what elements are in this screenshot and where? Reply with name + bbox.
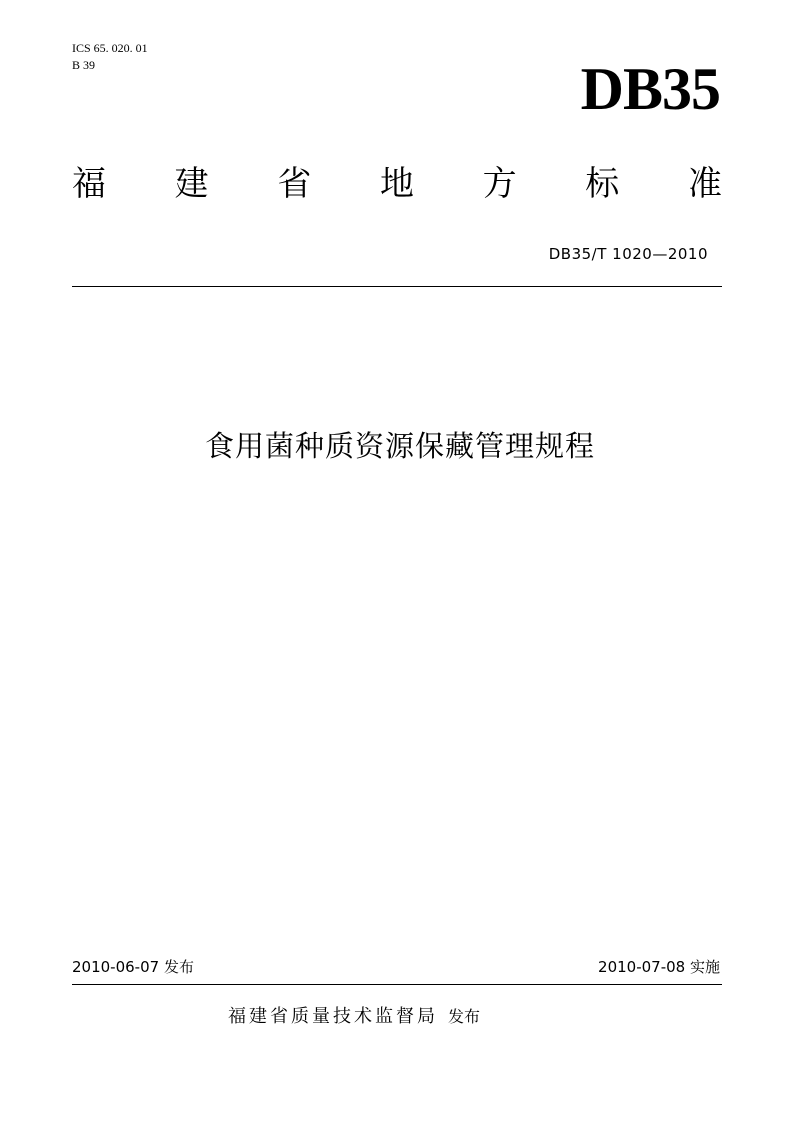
ics-code: ICS 65. 020. 01 xyxy=(72,41,148,55)
classification-codes xyxy=(72,40,148,74)
document-title: 食用菌种质资源保藏管理规程 xyxy=(204,429,595,463)
issuer-line xyxy=(228,1004,480,1030)
ccs-code: B 39 xyxy=(72,58,96,72)
db-logo: DB35 xyxy=(580,56,720,122)
standard-type-char: 建 xyxy=(174,164,209,204)
standard-type-char: 方 xyxy=(482,164,517,204)
bottom-divider xyxy=(72,984,722,985)
standard-type-char: 省 xyxy=(277,164,312,204)
standard-type-char: 准 xyxy=(687,164,722,204)
standard-type-char: 标 xyxy=(585,164,620,204)
standard-type-title xyxy=(72,162,722,206)
implement-date: 2010-07-08 实施 xyxy=(598,958,720,976)
issuer-action: 发布 xyxy=(448,1007,481,1026)
publish-date: 2010-06-07 发布 xyxy=(72,958,194,976)
standard-number: DB35/T 1020—2010 xyxy=(548,245,708,263)
issuer-name: 福建省质量技术监督局 xyxy=(228,1006,438,1027)
top-divider xyxy=(72,286,722,287)
standard-type-char: 地 xyxy=(379,164,414,204)
standard-type-char: 福 xyxy=(72,164,106,204)
